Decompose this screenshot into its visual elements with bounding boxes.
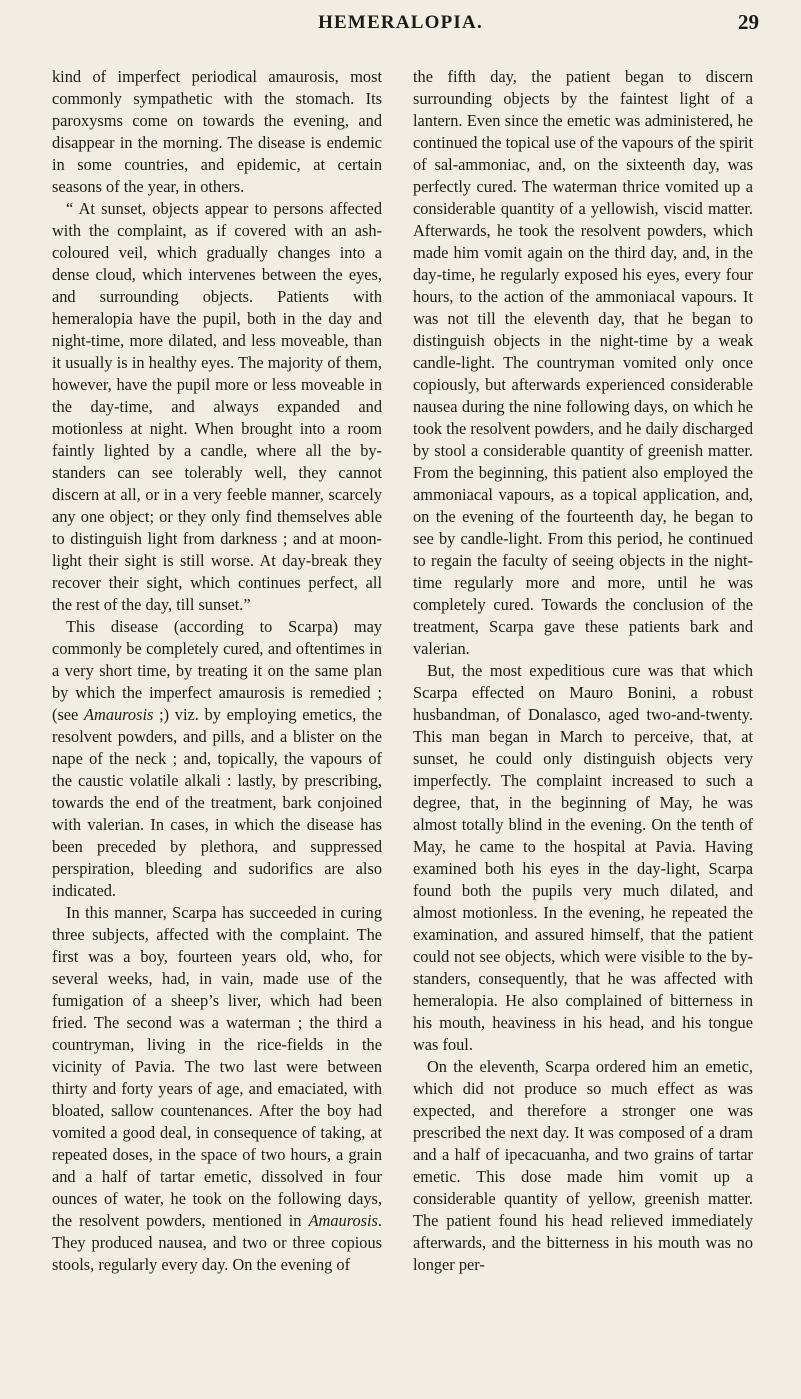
right-column xyxy=(413,66,753,1276)
page-header xyxy=(0,6,801,38)
paragraph: “ At sunset, objects appear to persons affected with the complaint, as if covered with an ash-coloured veil, which gradually changes into a dense cloud, which intervenes between the eyes, and surrounding objects. Patients with hemeralopia have the pupil, both in the day and night-time, more dilated, and less moveable, than it usually is in healthy eyes. The majority of them, however, have the pupil more or less moveable in the day-time, and always expanded and motionless at night. When brought into a room faintly lighted by a candle, where all the by-standers can see tolerably well, they cannot discern at all, or in a very feeble manner, scarcely any one object; or they only find themselves able to distinguish light from darkness ; and at moon-light their sight is still worse. At day-break they recover their sight, which continues perfect, all the rest of the day, till sunset.” xyxy=(52,199,382,614)
paragraph: kind of imperfect periodical amaurosis, most commonly sympathetic with the stomach. Its paroxysms come on towards the evening, and disappear in the morning. The disease is endemic in some countries, and epidemic, at certain seasons of the year, in others. xyxy=(52,67,382,196)
paragraph: In this manner, Scarpa has succeeded in curing three subjects, affected with the complaint. The first was a boy, fourteen years old, who, for several weeks, had, in vain, made use of the fumigation of a sheep’s liver, which had been fried. The second was a waterman ; the third a countryman, living in the rice-fields in the vicinity of Pavia. The two last were between thirty and forty years of age, and emaciated, with bloated, sallow countenances. After the boy had vomited a good deal, in consequence of taking, at repeated doses, in the space of two hours, a grain and a half of tartar emetic, dissolved in four ounces of water, he took on the following days, the resolvent powders, mentioned in Amaurosis. They produced nausea, and two or three copious stools, regularly every day. On the evening of xyxy=(52,903,382,1274)
left-column xyxy=(52,66,382,1276)
page-number: 29 xyxy=(738,10,759,34)
running-title: HEMERALOPIA. xyxy=(318,12,483,33)
paragraph: But, the most expeditious cure was that which Scarpa effected on Mauro Bonini, a robust husbandman, of Donalasco, aged two-and-twenty. This man began in March to perceive, that, at sunset, he could only distinguish objects very imperfectly. The complaint increased to such a degree, that, in the beginning of May, he was almost totally blind in the evening. On the tenth of May, he came to the hospital at Pavia. Having examined both his eyes in the day-light, Scarpa found both the pupils very much dilated, and almost motionless. In the evening, he repeated the examination, and assured himself, that the patient could not see objects, which were visible to the by-standers, consequently, that he was affected with hemeralopia. He also complained of bitterness in his mouth, heaviness in his head, and his tongue was foul. xyxy=(413,661,753,1054)
paragraph: On the eleventh, Scarpa ordered him an emetic, which did not produce so much effect as was expected, and therefore a stronger one was prescribed the next day. It was composed of a dram and a half of ipecacuanha, and two grains of tartar emetic. This dose made him vomit up a considerable quantity of yellow, greenish matter. The patient found his head relieved immediately afterwards, and the bitterness in his mouth was no longer per- xyxy=(413,1057,753,1274)
paragraph: the fifth day, the patient began to discern surrounding objects by the faintest light of a lantern. Even since the emetic was administered, he continued the topical use of the vapours of the spirit of sal-ammoniac, and, on the sixteenth day, was perfectly cured. The waterman thrice vomited up a considerable quantity of a yellowish, viscid matter. Afterwards, he took the resolvent powders, which made him vomit again on the third day, and, in the day-time, he regularly exposed his eyes, every four hours, to the action of the ammoniacal vapours. It was not till the eleventh day, that he began to distinguish objects in the night-time by a weak candle-light. The countryman vomited only once copiously, but afterwards experienced considerable nausea during the nine following days, on which he took the resolvent powders, and he daily discharged by stool a considerable quantity of greenish matter. From the beginning, this patient also employed the ammoniacal vapours, as a topical application, and, on the evening of the fourteenth day, he began to see by candle-light. From this period, he continued to regain the faculty of seeing objects in the night-time regularly more and more, until he was completely cured. Towards the conclusion of the treatment, Scarpa gave these patients bark and valerian. xyxy=(413,67,753,658)
paragraph: This disease (according to Scarpa) may commonly be completely cured, and oftentimes in a very short time, by treating it on the same plan by which the imperfect amaurosis is remedied ; (see Amaurosis ;) viz. by employing emetics, the resolvent powders, and pills, and a blister on the nape of the neck ; and, topically, the vapours of the caustic volatile alkali : lastly, by prescribing, towards the end of the treatment, bark conjoined with valerian. In cases, in which the disease has been preceded by plethora, and suppressed perspiration, bleeding and sudorifics are also indicated. xyxy=(52,617,382,900)
